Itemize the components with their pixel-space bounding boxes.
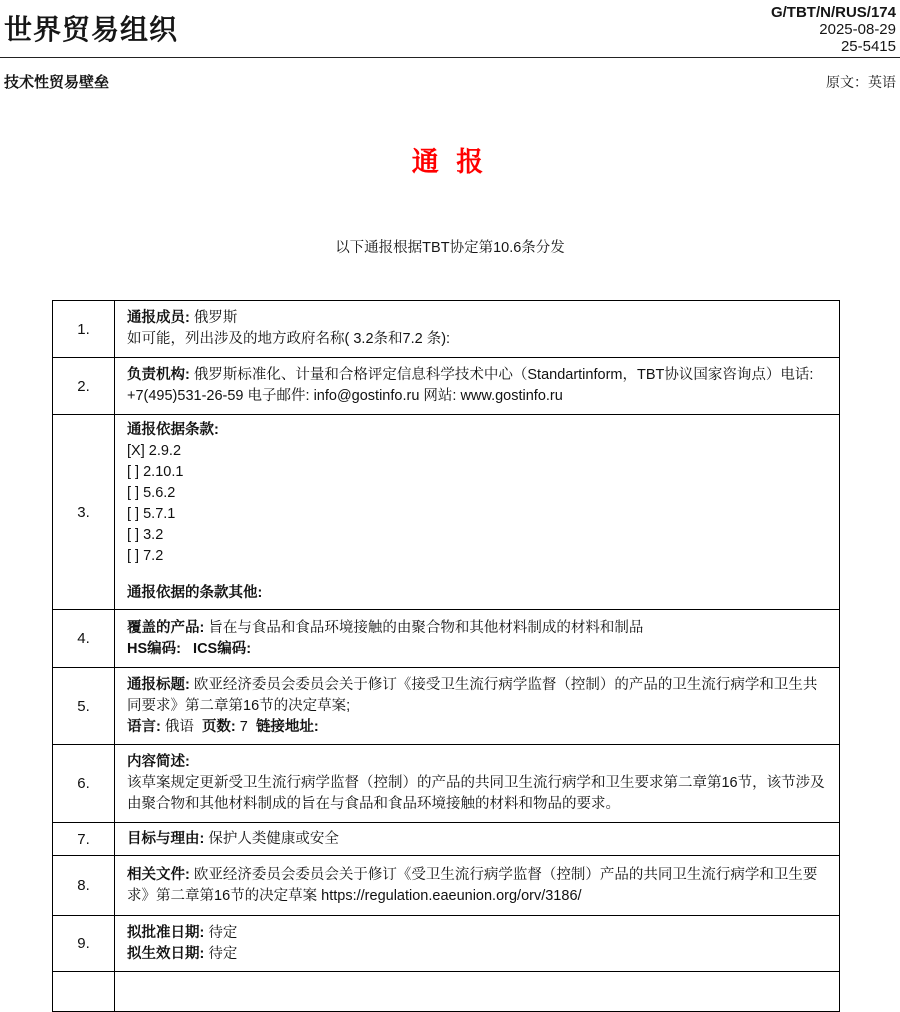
document-header — [0, 0, 900, 55]
field-value: [ ] 3.2 — [127, 527, 164, 543]
table-row — [53, 856, 840, 916]
field-label: 相关文件: — [127, 866, 190, 883]
field-label: 内容简述: — [127, 754, 190, 770]
paragraph — [127, 583, 827, 604]
org-title: 世界贸易组织 — [4, 14, 179, 45]
row-number: 8. — [53, 856, 115, 916]
field-label: 负责机构: — [127, 367, 190, 383]
field-value: 该草案规定更新受卫生流行病学监督（控制）的产品的共同卫生流行病学和卫生要求第二章第16节，该节涉及由聚合物和其他材料制成的旨在与食品和食品环境接触的材料和物品的要求。 — [127, 775, 825, 812]
paragraph — [127, 567, 827, 583]
paragraph — [127, 420, 827, 441]
field-label: 通报依据的条款其他: — [127, 585, 263, 601]
row-content — [115, 972, 840, 1012]
table-row — [53, 823, 840, 856]
row-number — [53, 972, 115, 1012]
field-value: [ ] 5.7.1 — [127, 506, 176, 522]
row-number: 5. — [53, 668, 115, 745]
row-content — [115, 745, 840, 823]
paragraph — [127, 462, 827, 483]
table-row — [53, 668, 840, 745]
paragraph — [127, 865, 827, 907]
paragraph — [127, 639, 827, 660]
field-value: 7 — [235, 718, 256, 735]
table-row — [53, 610, 840, 668]
field-value: 如可能，列出涉及的地方政府名称( 3.2条和7.2 条): — [127, 331, 451, 347]
field-label: 语言: — [127, 718, 161, 735]
paragraph — [127, 675, 827, 717]
field-label: 页数: — [201, 718, 236, 735]
paragraph — [127, 923, 827, 944]
distribution-note: 以下通报根据TBT协定第10.6条分发 — [335, 240, 565, 256]
paragraph — [127, 752, 827, 773]
paragraph — [127, 829, 827, 850]
table-row — [53, 745, 840, 823]
field-label: 通报依据条款: — [127, 422, 219, 438]
field-label: HS编码: ICS编码: — [127, 640, 252, 657]
row-content — [115, 610, 840, 668]
paragraph — [127, 546, 827, 567]
page-title: 通 报 — [411, 147, 489, 177]
field-value: [ ] 7.2 — [127, 548, 164, 564]
field-value: [X] 2.9.2 — [127, 443, 182, 459]
paragraph — [127, 329, 827, 350]
paragraph — [127, 365, 827, 407]
notification-table — [52, 300, 840, 1012]
document-date: 2025-08-29 — [819, 21, 896, 38]
paragraph — [127, 441, 827, 462]
row-number: 3. — [53, 415, 115, 610]
table-row — [53, 358, 840, 415]
field-value: [ ] 2.10.1 — [127, 464, 184, 480]
field-value: 欧亚经济委员会委员会关于修订《接受卫生流行病学监督（控制）的产品的卫生流行病学和卫生共同要求》第二章第16节的决定草案; — [127, 676, 818, 714]
field-value: 俄罗斯标准化、计量和合格评定信息科学技术中心（Standartinform，TBT协议国家咨询点）电话: +7(495)531-26-59 电子邮件: info@gostinfo.ru 网站: www.gostinfo.ru — [127, 367, 814, 404]
field-value: 待定 — [204, 945, 238, 962]
field-label: 通报成员: — [127, 310, 190, 326]
original-language: 原文：英语 — [826, 74, 896, 90]
field-label: 拟生效日期: — [127, 945, 205, 962]
document-ref: 25-5415 — [840, 38, 896, 55]
row-content — [115, 856, 840, 916]
row-number: 4. — [53, 610, 115, 668]
row-number: 6. — [53, 745, 115, 823]
committee-title: 技术性贸易壁垒 — [4, 74, 110, 91]
paragraph — [127, 504, 827, 525]
row-number: 1. — [53, 301, 115, 358]
field-label: 通报标题: — [127, 676, 190, 693]
table-row — [53, 301, 840, 358]
field-label: 覆盖的产品: — [127, 619, 205, 636]
paragraph — [127, 483, 827, 504]
paragraph — [127, 618, 827, 639]
field-label: 链接地址: — [255, 718, 319, 735]
paragraph — [127, 525, 827, 546]
row-content — [115, 358, 840, 415]
field-value: 俄语 — [160, 718, 202, 735]
row-number: 2. — [53, 358, 115, 415]
field-value: 旨在与食品和食品环境接触的由聚合物和其他材料制成的材料和制品 — [204, 619, 644, 636]
table-row — [53, 415, 840, 610]
paragraph — [127, 944, 827, 965]
row-content — [115, 668, 840, 745]
row-content — [115, 301, 840, 358]
row-number: 9. — [53, 916, 115, 972]
field-value: 俄罗斯 — [189, 310, 238, 326]
field-value: 欧亚经济委员会委员会关于修订《受卫生流行病学监督（控制）产品的共同卫生流行病学和卫生要求》第二章第16节的决定草案 https://regulation.eaeunion.org/orv/3186/ — [127, 866, 818, 904]
paragraph — [127, 308, 827, 329]
paragraph — [127, 773, 827, 815]
row-content — [115, 916, 840, 972]
header-subrow — [0, 58, 900, 92]
row-content — [115, 415, 840, 610]
paragraph — [127, 717, 827, 738]
field-value: 待定 — [204, 924, 238, 941]
field-label: 目标与理由: — [127, 830, 205, 847]
field-label: 拟批准日期: — [127, 924, 205, 941]
field-value: 保护人类健康或安全 — [204, 830, 339, 847]
document-number: G/TBT/N/RUS/174 — [770, 4, 896, 21]
document-meta — [771, 4, 896, 55]
row-content — [115, 823, 840, 856]
row-number: 7. — [53, 823, 115, 856]
table-row — [53, 916, 840, 972]
field-value: [ ] 5.6.2 — [127, 485, 176, 501]
table-row — [53, 972, 840, 1012]
